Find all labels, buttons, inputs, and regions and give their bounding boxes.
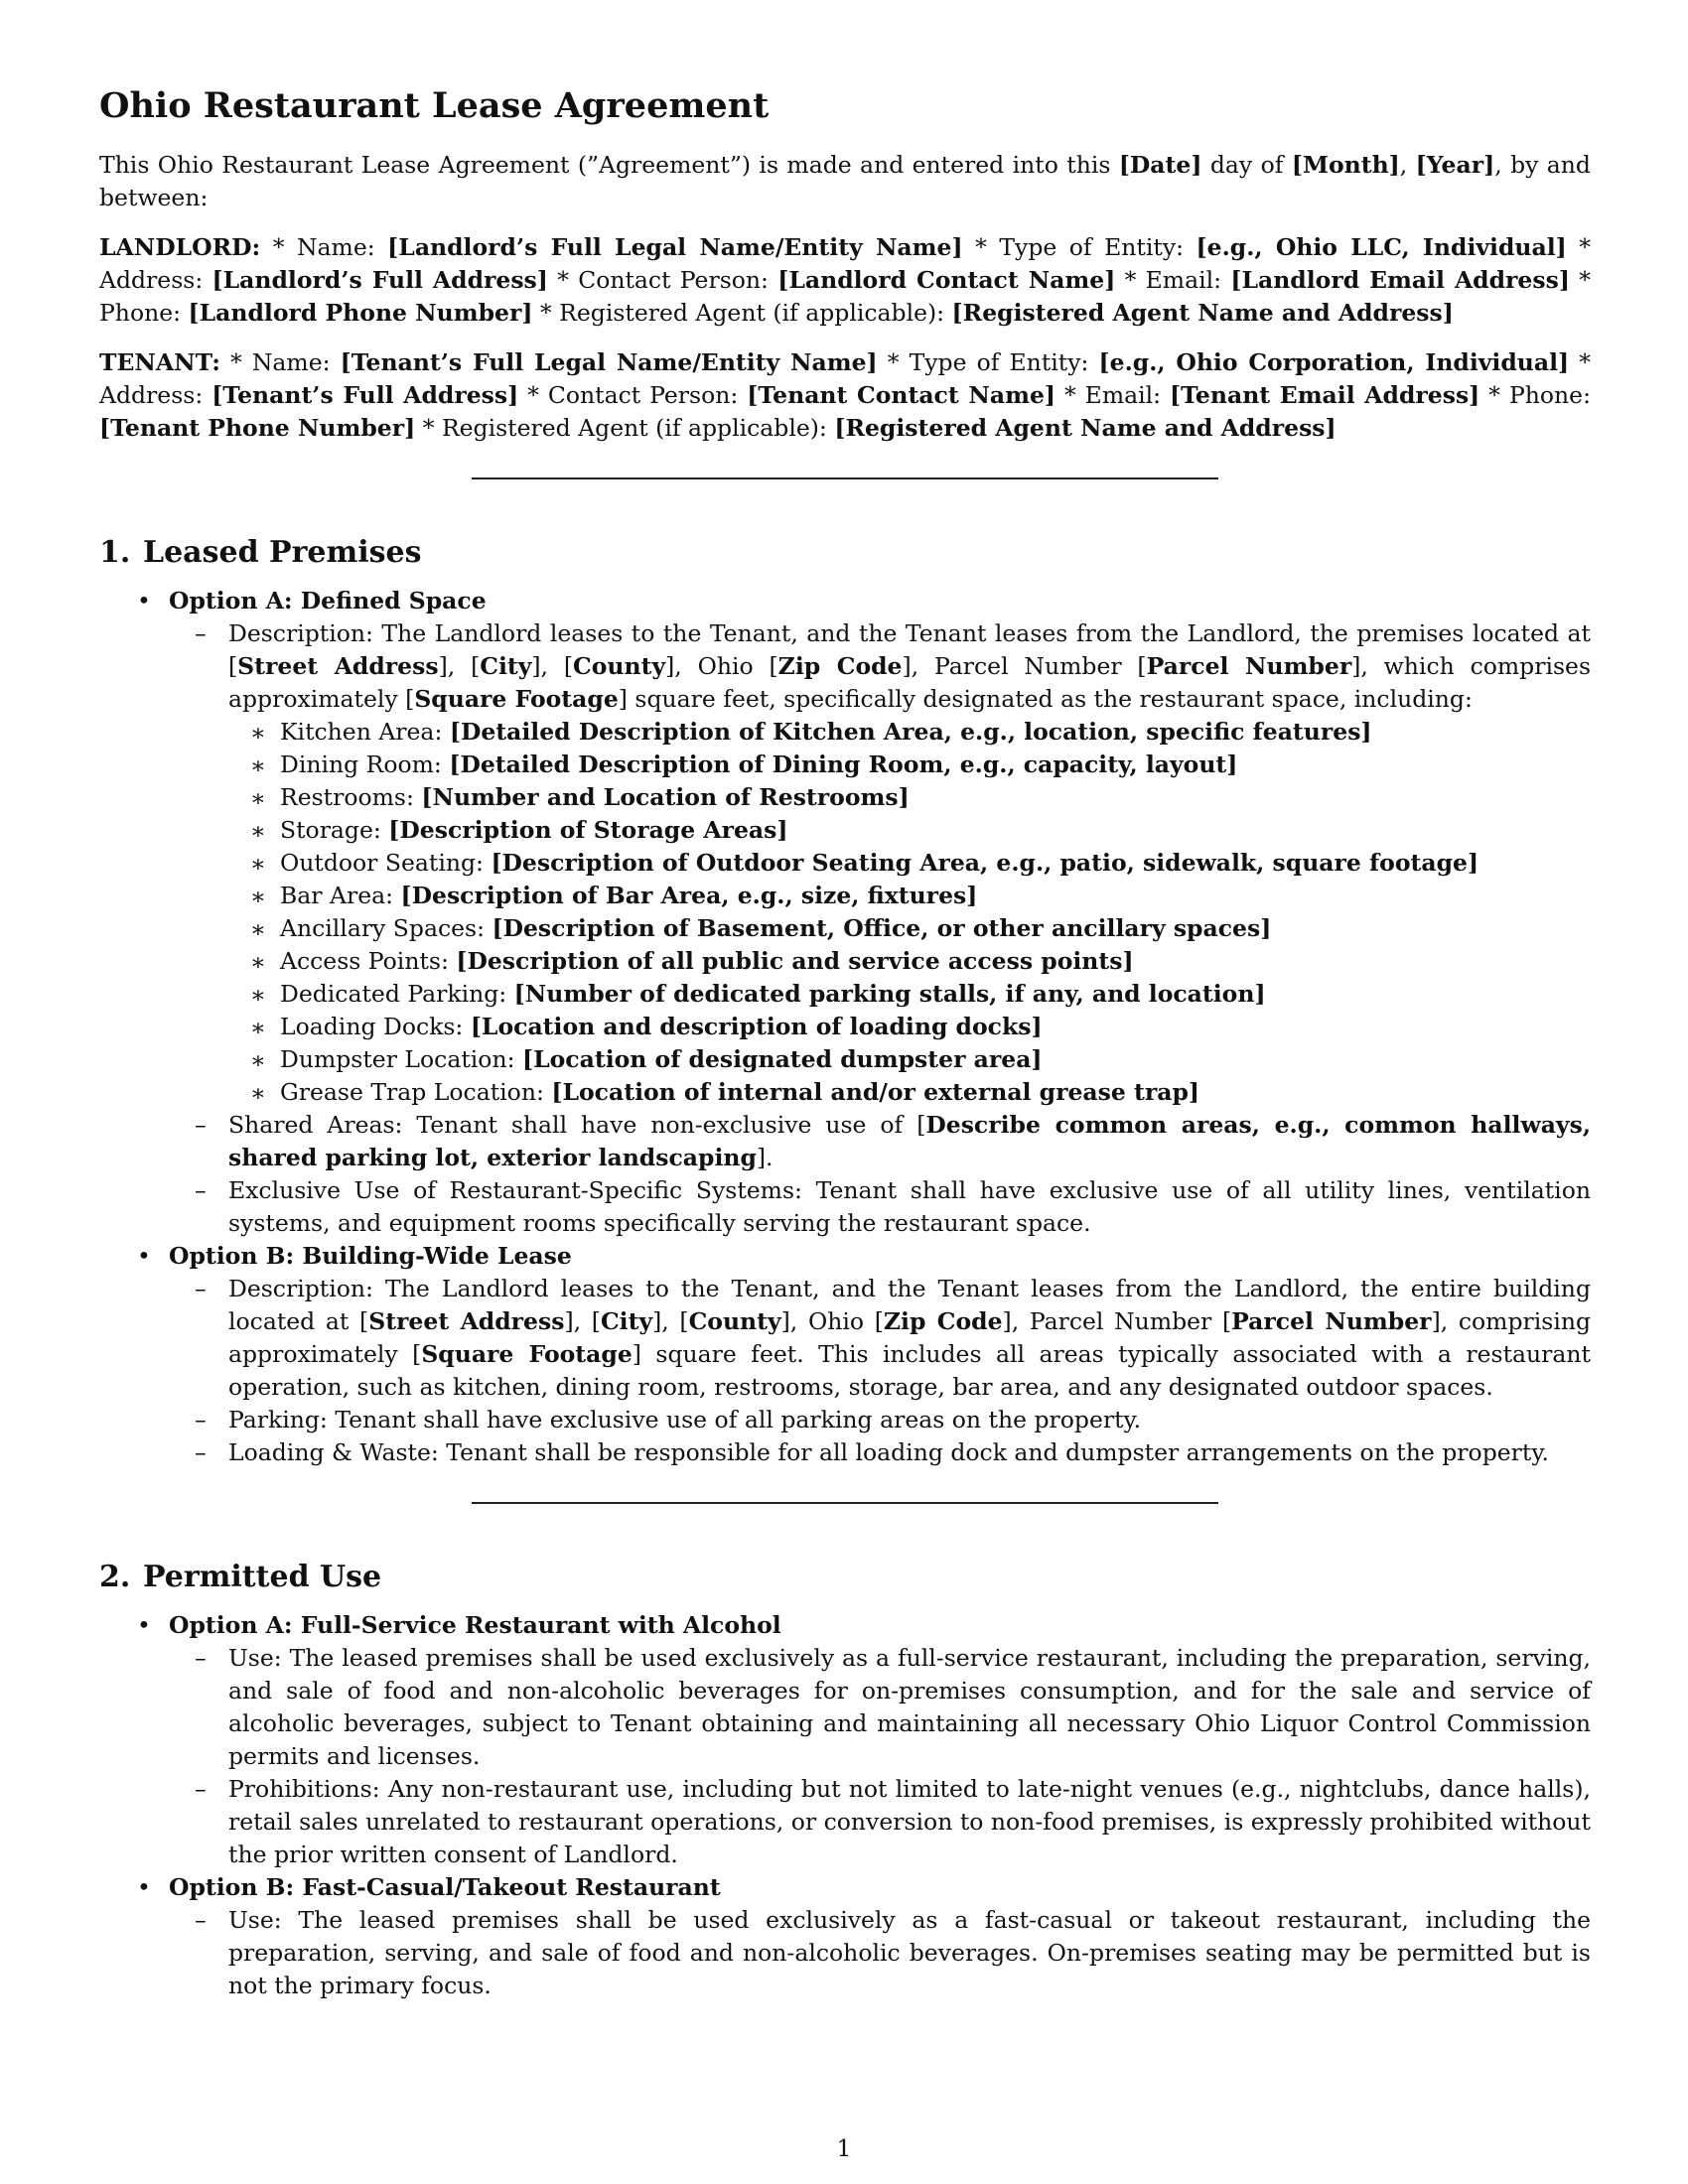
tenant-address: [Tenant’s Full Address] — [211, 381, 519, 409]
zip-placeholder: Zip Code — [883, 1307, 1003, 1335]
dash-icon: – — [195, 1644, 207, 1672]
field-label: * Name: — [219, 348, 341, 376]
item-value: [Number and Location of Restrooms] — [421, 783, 910, 811]
section2-options — [99, 1609, 1591, 2002]
field-label: * Type of Entity: — [877, 348, 1099, 376]
premises-item — [99, 1043, 1591, 1076]
item-label: Dedicated Parking: — [280, 980, 514, 1008]
tenant-entity-type: [e.g., Ohio Corporation, Individual] — [1098, 348, 1570, 376]
option-details — [169, 1642, 1591, 1871]
item-value: [Detailed Description of Kitchen Area, e.g., location, specific features] — [449, 718, 1372, 746]
page-number: 1 — [836, 2134, 852, 2162]
zip-placeholder: Zip Code — [777, 652, 903, 680]
detail-item — [99, 1436, 1591, 1469]
premises-item — [99, 1011, 1591, 1043]
tenant-agent: [Registered Agent Name and Address] — [834, 414, 1336, 442]
asterisk-icon: ∗ — [250, 784, 266, 812]
section-heading — [99, 533, 1591, 573]
detail-text: Prohibitions: Any non-restaurant use, including but not limited to late-night venues (e.g., nightclubs, dance halls), retail sales unrelated to restaurant operations, or conversion to non-food premises, is expressly prohibited without the prior written consent of Landlord. — [228, 1775, 1591, 1868]
field-label: * Contact Person: — [547, 266, 778, 294]
detail-text: Parking: Tenant shall have exclusive use of all parking areas on the property. — [228, 1406, 1142, 1433]
landlord-agent: [Registered Agent Name and Address] — [951, 299, 1454, 327]
field-label: * Registered Agent (if applicable): — [415, 414, 835, 442]
asterisk-icon: ∗ — [250, 981, 266, 1009]
item-value: [Description of Outdoor Seating Area, e.g., patio, sidewalk, square footage] — [491, 849, 1479, 877]
bullet-icon: • — [137, 1242, 151, 1270]
landlord-address: [Landlord’s Full Address] — [211, 266, 548, 294]
intro-text: day of — [1201, 151, 1292, 179]
detail-text: ], [ — [564, 1307, 601, 1335]
premises-items — [228, 716, 1591, 1109]
street-placeholder: Street Address — [237, 652, 439, 680]
dash-icon: – — [195, 1906, 207, 1934]
detail-text: ] square feet. This includes all areas typically associated with a restaurant operation, such as kitchen, dining room, restrooms, storage, bar area, and any designated outdoor spaces. — [228, 1340, 1591, 1401]
landlord-name: [Landlord’s Full Legal Name/Entity Name] — [387, 233, 963, 261]
detail-text: Description: The Landlord leases to the Tenant, and the Tenant leases from the Landlord, the premises located at [ — [228, 619, 1591, 680]
item-label: Storage: — [280, 816, 389, 844]
field-label: * Registered Agent (if applicable): — [532, 299, 952, 327]
section-heading — [99, 1558, 1591, 1597]
landlord-phone: [Landlord Phone Number] — [188, 299, 533, 327]
county-placeholder: County — [688, 1307, 781, 1335]
premises-item — [99, 945, 1591, 978]
premises-item — [99, 749, 1591, 781]
item-value: [Number of dedicated parking stalls, if any, and location] — [513, 980, 1266, 1008]
premises-item — [99, 847, 1591, 880]
item-label: Access Points: — [280, 947, 457, 975]
detail-text: ], Parcel Number [ — [902, 652, 1147, 680]
dash-icon: – — [195, 1438, 207, 1466]
document-page — [99, 83, 1591, 2002]
option-title: Option A: Defined Space — [169, 587, 487, 614]
dash-icon: – — [195, 1275, 207, 1302]
intro-text: , by and between: — [99, 151, 1591, 211]
section-title: Leased Premises — [143, 535, 422, 570]
premises-item — [99, 716, 1591, 749]
detail-text: Description: The Landlord leases to the Tenant, and the Tenant leases from the Landlord, the entire building located at [ — [228, 1275, 1591, 1335]
item-label: Dining Room: — [280, 751, 450, 778]
asterisk-icon: ∗ — [250, 1046, 266, 1074]
detail-text: ], comprising approximately [ — [228, 1307, 1592, 1368]
dash-icon: – — [195, 1406, 207, 1433]
detail-text: ]. — [756, 1144, 774, 1171]
detail-item — [99, 617, 1591, 1109]
option-title: Option A: Full-Service Restaurant with Alcohol — [169, 1611, 781, 1639]
detail-text: ] square feet, specifically designated as the restaurant space, including: — [618, 685, 1473, 713]
asterisk-icon: ∗ — [250, 751, 266, 779]
asterisk-icon: ∗ — [250, 1079, 266, 1107]
detail-text: Exclusive Use of Restaurant-Specific Systems: Tenant shall have exclusive use of all utility lines, ventilation systems, and equipment rooms specifically serving the restaurant space. — [228, 1176, 1591, 1237]
item-label: Outdoor Seating: — [280, 849, 492, 877]
item-value: [Location of internal and/or external grease trap] — [551, 1078, 1200, 1106]
intro-text: This Ohio Restaurant Lease Agreement (”Agreement”) is made and entered into this — [99, 151, 1119, 179]
item-value: [Description of Bar Area, e.g., size, fixtures] — [400, 882, 978, 909]
field-label: * Address: — [99, 348, 1591, 409]
dash-icon: – — [195, 1176, 207, 1204]
detail-text: Use: The leased premises shall be used exclusively as a fast-casual or takeout restaurant, including the preparation, serving, and sale of food and non-alcoholic beverages. On-premises seating may be permitted but is not the primary focus. — [228, 1906, 1591, 1999]
item-label: Grease Trap Location: — [280, 1078, 552, 1106]
asterisk-icon: ∗ — [250, 948, 266, 976]
section-number: 2. — [99, 1560, 131, 1594]
tenant-phone: [Tenant Phone Number] — [99, 414, 416, 442]
option-details — [169, 1273, 1591, 1469]
landlord-entity-type: [e.g., Ohio LLC, Individual] — [1196, 233, 1567, 261]
item-value: [Description of Storage Areas] — [388, 816, 788, 844]
city-placeholder: City — [480, 652, 532, 680]
dash-icon: – — [195, 1111, 207, 1139]
tenant-email: [Tenant Email Address] — [1170, 381, 1480, 409]
city-placeholder: City — [600, 1307, 653, 1335]
detail-text: Loading & Waste: Tenant shall be responsible for all loading dock and dumpster arrangements on the property. — [228, 1438, 1549, 1466]
detail-text: ], [ — [438, 652, 481, 680]
field-label: * Email: — [1055, 381, 1171, 409]
detail-item — [99, 1642, 1591, 1773]
detail-text: ], Parcel Number [ — [1002, 1307, 1232, 1335]
dash-icon: – — [195, 619, 207, 647]
asterisk-icon: ∗ — [250, 915, 266, 943]
tenant-contact: [Tenant Contact Name] — [747, 381, 1056, 409]
landlord-label: LANDLORD: — [99, 233, 261, 261]
landlord-contact: [Landlord Contact Name] — [777, 266, 1116, 294]
asterisk-icon: ∗ — [250, 817, 266, 845]
detail-text: ], Ohio [ — [665, 652, 778, 680]
item-value: [Location and description of loading docks] — [470, 1013, 1043, 1040]
year-placeholder: [Year] — [1415, 151, 1495, 179]
detail-item — [99, 1273, 1591, 1404]
premises-item — [99, 1076, 1591, 1109]
detail-item — [99, 1109, 1591, 1174]
field-label: * Phone: — [99, 266, 1591, 327]
option-title: Option B: Building-Wide Lease — [169, 1242, 572, 1270]
item-label: Kitchen Area: — [280, 718, 450, 746]
option-item — [99, 1240, 1591, 1469]
landlord-email: [Landlord Email Address] — [1230, 266, 1570, 294]
option-item — [99, 585, 1591, 1240]
field-label: * Name: — [260, 233, 388, 261]
detail-text: ], which comprises approximately [ — [228, 652, 1592, 713]
premises-item — [99, 912, 1591, 945]
tenant-label: TENANT: — [99, 348, 220, 376]
bullet-icon: • — [137, 1611, 151, 1639]
bullet-icon: • — [137, 1873, 151, 1901]
section1-options — [99, 585, 1591, 1469]
option-details — [169, 1904, 1591, 2002]
field-label: * Contact Person: — [518, 381, 748, 409]
item-label: Ancillary Spaces: — [280, 914, 492, 942]
street-placeholder: Street Address — [368, 1307, 565, 1335]
dash-icon: – — [195, 1775, 207, 1803]
bullet-icon: • — [137, 587, 151, 614]
month-placeholder: [Month] — [1291, 151, 1400, 179]
detail-item — [99, 1904, 1591, 2002]
detail-text: ], [ — [652, 1307, 689, 1335]
document-title: Ohio Restaurant Lease Agreement — [99, 85, 770, 126]
county-placeholder: County — [573, 652, 666, 680]
field-label: * Email: — [1115, 266, 1231, 294]
item-label: Dumpster Location: — [280, 1045, 522, 1073]
date-placeholder: [Date] — [1118, 151, 1202, 179]
sqft-placeholder: Square Footage — [414, 685, 619, 713]
field-label: * Phone: — [1479, 381, 1591, 409]
tenant-block — [99, 346, 1591, 445]
parcel-placeholder: Parcel Number — [1146, 652, 1352, 680]
shared-areas-placeholder: Describe common areas, e.g., common hallways, shared parking lot, exterior landscaping — [228, 1111, 1591, 1171]
section-title: Permitted Use — [143, 1560, 382, 1594]
asterisk-icon: ∗ — [250, 883, 266, 910]
parcel-placeholder: Parcel Number — [1231, 1307, 1432, 1335]
field-label: * Type of Entity: — [962, 233, 1196, 261]
detail-text: Shared Areas: Tenant shall have non-exclusive use of [ — [228, 1111, 926, 1139]
item-value: [Location of designated dumpster area] — [521, 1045, 1043, 1073]
premises-item — [99, 814, 1591, 847]
item-value: [Description of Basement, Office, or other ancillary spaces] — [492, 914, 1272, 942]
tenant-name: [Tenant’s Full Legal Name/Entity Name] — [340, 348, 878, 376]
item-label: Bar Area: — [280, 882, 401, 909]
option-item — [99, 1609, 1591, 1871]
option-details — [169, 617, 1591, 1240]
intro-paragraph — [99, 149, 1591, 214]
detail-text: ], [ — [531, 652, 574, 680]
item-label: Loading Docks: — [280, 1013, 471, 1040]
section-divider — [472, 1502, 1218, 1504]
sqft-placeholder: Square Footage — [421, 1340, 633, 1368]
detail-item — [99, 1174, 1591, 1240]
premises-item — [99, 978, 1591, 1011]
option-item — [99, 1871, 1591, 2002]
section-divider — [472, 478, 1218, 479]
section-number: 1. — [99, 535, 131, 570]
premises-item — [99, 880, 1591, 912]
asterisk-icon: ∗ — [250, 1014, 266, 1041]
option-title: Option B: Fast-Casual/Takeout Restaurant — [169, 1873, 721, 1901]
detail-text: Use: The leased premises shall be used exclusively as a full-service restaurant, including the preparation, serving, and sale of food and non-alcoholic beverages for on-premises consumption, and for the sale and service of alcoholic beverages, subject to Tenant obtaining and maintaining all necessary Ohio Liquor Control Commission permits and licenses. — [228, 1644, 1591, 1770]
field-label: * Address: — [99, 233, 1592, 294]
asterisk-icon: ∗ — [250, 719, 266, 747]
detail-item — [99, 1773, 1591, 1871]
detail-item — [99, 1404, 1591, 1436]
item-label: Restrooms: — [280, 783, 422, 811]
premises-item — [99, 781, 1591, 814]
detail-text: ], Ohio [ — [780, 1307, 884, 1335]
item-value: [Detailed Description of Dining Room, e.g., capacity, layout] — [449, 751, 1238, 778]
intro-text: , — [1399, 151, 1416, 179]
landlord-block — [99, 231, 1591, 330]
asterisk-icon: ∗ — [250, 850, 266, 878]
item-value: [Description of all public and service access points] — [456, 947, 1134, 975]
